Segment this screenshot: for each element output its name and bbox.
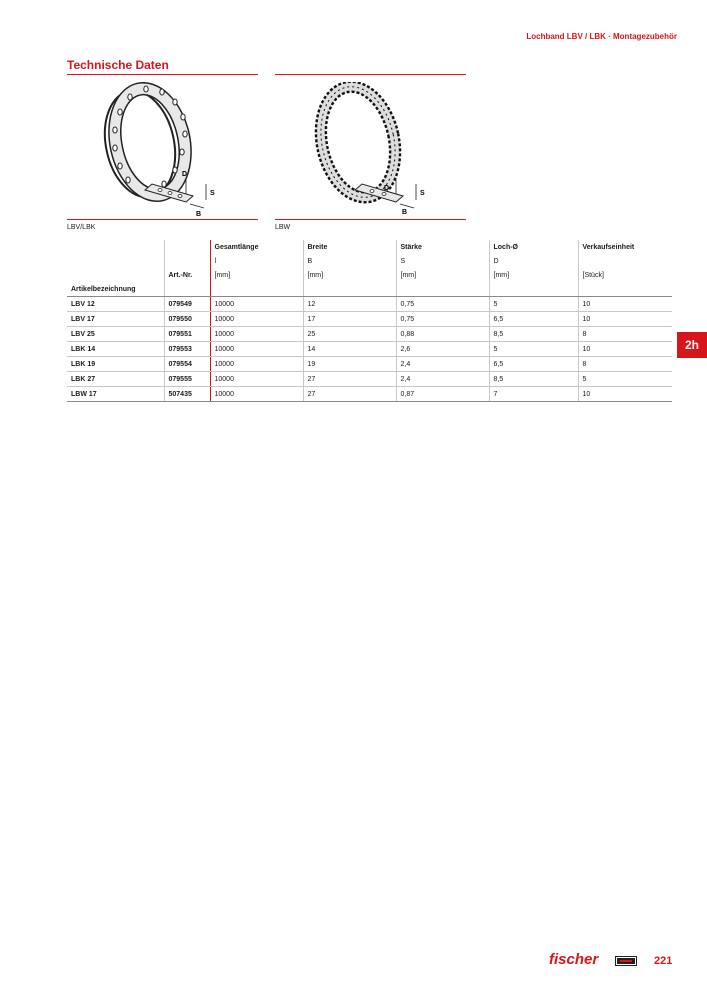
dimension-lines (396, 178, 416, 208)
col-header-symbol: l (210, 254, 303, 268)
cell-article-name: LBK 27 (67, 372, 164, 387)
cell-thickness: 2,4 (396, 372, 489, 387)
section-title: Technische Daten (67, 58, 169, 72)
cell-hole-diameter: 5 (489, 297, 578, 312)
cell-article-number: 079553 (164, 342, 210, 357)
figure-rule-right (275, 219, 466, 220)
cell-thickness: 0,88 (396, 327, 489, 342)
cell-sales-unit: 10 (578, 342, 672, 357)
col-header-label: Loch-Ø (489, 240, 578, 254)
cell-width: 14 (303, 342, 396, 357)
cell-hole-diameter: 6,5 (489, 312, 578, 327)
cell-article-number: 079550 (164, 312, 210, 327)
cell-thickness: 0,87 (396, 387, 489, 402)
col-header-unit: [mm] (303, 268, 396, 282)
cell-total-length: 10000 (210, 357, 303, 372)
col-header-unit: [Stück] (578, 268, 672, 282)
cell-article-name: LBV 17 (67, 312, 164, 327)
col-header-unit: [mm] (210, 268, 303, 282)
cell-hole-diameter: 6,5 (489, 357, 578, 372)
cell-hole-diameter: 5 (489, 342, 578, 357)
brand-badge-icon (615, 956, 637, 966)
cell-sales-unit: 8 (578, 327, 672, 342)
header-title: Lochband LBV / LBK · Montagezubehör (526, 32, 677, 41)
technical-data-table (67, 240, 672, 402)
col-header-name: Artikelbezeichnung (67, 282, 164, 297)
dimension-label-s: S (420, 190, 425, 197)
cell-total-length: 10000 (210, 372, 303, 387)
lbw-coil-figure (300, 82, 450, 216)
cell-thickness: 0,75 (396, 297, 489, 312)
header-row-labels (67, 240, 672, 254)
dimension-label-d: D (182, 171, 188, 178)
cell-width: 27 (303, 387, 396, 402)
cell-article-number: 079549 (164, 297, 210, 312)
table-row (67, 387, 672, 402)
cell-total-length: 10000 (210, 387, 303, 402)
header-row-units (67, 268, 672, 282)
cell-sales-unit: 8 (578, 357, 672, 372)
cell-article-number: 507435 (164, 387, 210, 402)
figure-rule-left (67, 219, 258, 220)
figure-caption-lbv-lbk: LBV/LBK (67, 224, 96, 231)
col-header-symbol: B (303, 254, 396, 268)
cell-article-name: LBW 17 (67, 387, 164, 402)
col-header-unit: [mm] (396, 268, 489, 282)
cell-thickness: 2,6 (396, 342, 489, 357)
col-header-symbol (578, 254, 672, 268)
dimension-lines (186, 178, 206, 208)
cell-total-length: 10000 (210, 297, 303, 312)
col-header-label: Gesamtlänge (210, 240, 303, 254)
cell-article-number: 079555 (164, 372, 210, 387)
cell-width: 17 (303, 312, 396, 327)
cell-total-length: 10000 (210, 312, 303, 327)
cell-article-name: LBV 25 (67, 327, 164, 342)
header-row-symbols (67, 254, 672, 268)
col-header-art-nr: Art.-Nr. (164, 268, 210, 282)
section-rule-right (275, 74, 466, 75)
table-row (67, 357, 672, 372)
chapter-tab: 2h (677, 332, 707, 358)
dimension-label-s: S (210, 190, 215, 197)
cell-thickness: 0,75 (396, 312, 489, 327)
cell-sales-unit: 10 (578, 297, 672, 312)
cell-width: 25 (303, 327, 396, 342)
cell-sales-unit: 5 (578, 372, 672, 387)
col-header-symbol: S (396, 254, 489, 268)
cell-width: 27 (303, 372, 396, 387)
col-header-symbol: D (489, 254, 578, 268)
col-header-unit: [mm] (489, 268, 578, 282)
dimension-label-b: B (402, 209, 408, 216)
cell-hole-diameter: 8,5 (489, 372, 578, 387)
dimension-label-d: D (384, 185, 390, 192)
cell-hole-diameter: 8,5 (489, 327, 578, 342)
cell-width: 12 (303, 297, 396, 312)
cell-article-name: LBK 19 (67, 357, 164, 372)
table-row (67, 312, 672, 327)
cell-article-number: 079551 (164, 327, 210, 342)
col-header-label: Verkaufseinheit (578, 240, 672, 254)
table-row (67, 342, 672, 357)
cell-total-length: 10000 (210, 327, 303, 342)
table-row (67, 297, 672, 312)
cell-total-length: 10000 (210, 342, 303, 357)
table-row (67, 372, 672, 387)
figure-caption-lbw: LBW (275, 224, 291, 231)
cell-article-number: 079554 (164, 357, 210, 372)
lbv-lbk-coil-figure (90, 82, 240, 216)
cell-sales-unit: 10 (578, 312, 672, 327)
col-header-label: Breite (303, 240, 396, 254)
fischer-logo: fischer (549, 951, 599, 968)
cell-sales-unit: 10 (578, 387, 672, 402)
page-number: 221 (654, 955, 673, 967)
col-header-label: Stärke (396, 240, 489, 254)
table-body (67, 297, 672, 402)
cell-width: 19 (303, 357, 396, 372)
table-row (67, 327, 672, 342)
cell-hole-diameter: 7 (489, 387, 578, 402)
section-rule-left (67, 74, 258, 75)
cell-article-name: LBK 14 (67, 342, 164, 357)
cell-thickness: 2,4 (396, 357, 489, 372)
cell-article-name: LBV 12 (67, 297, 164, 312)
header-row-name (67, 282, 672, 297)
dimension-label-b: B (196, 211, 202, 216)
